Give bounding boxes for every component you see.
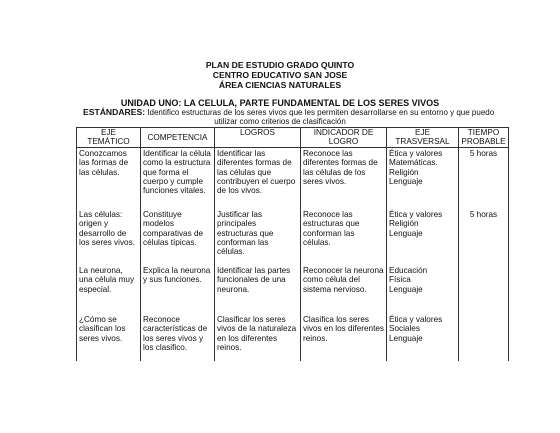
cell-logros: Identificar las diferentes formas de las células que contribuyen el cuerpo de los vivos. (215, 148, 301, 210)
cell-indicador: Clasifica los seres vivos en los diferentes reinos. (301, 314, 387, 361)
study-plan-table (76, 127, 509, 361)
header-competencia: COMPETENCIA (141, 128, 215, 148)
cell-indicador: Reconoce las diferentes formas de las células de los seres vivos. (301, 148, 387, 210)
standards-text: Identifico estructuras de los seres vivos que les permiten desarrollarse en su entorno y que puedo (145, 108, 495, 117)
standards-text-continued: utilizar como criterios de clasificación (214, 117, 346, 126)
cell-competencia: Explica la neurona y sus funciones. (141, 265, 215, 314)
unit-title: UNIDAD UNO: LA CELULA, PARTE FUNDAMENTAL DE LOS SERES VIVOS (120, 98, 440, 108)
header-indicador: INDICADOR DE LOGRO (301, 128, 387, 148)
cell-logros: Justificar las principales estructuras que conforman las células. (215, 209, 301, 265)
cell-tiempo: 5 horas (459, 209, 509, 265)
table-row (77, 265, 509, 314)
subject-area: ÁREA CIENCIAS NATURALES (218, 80, 342, 90)
cell-eje: Las células: origen y desarrollo de los seres vivos. (77, 209, 141, 265)
table-row (77, 148, 509, 210)
table-row (77, 314, 509, 361)
document-title: PLAN DE ESTUDIO GRADO QUINTO (205, 60, 355, 70)
table-header-row (77, 128, 509, 148)
cell-indicador: Reconoce las estructuras que conforman las células. (301, 209, 387, 265)
header-eje-trasversal: EJE TRASVERSAL (387, 128, 459, 148)
standards-line (83, 108, 503, 117)
cell-competencia: Constituye modelos comparativas de células típicas. (141, 209, 215, 265)
table-row (77, 209, 509, 265)
cell-logros: Clasificar los seres vivos de la naturaleza en los diferentes reinos. (215, 314, 301, 361)
cell-trasversal: Ética y valores Religión Lenguaje (387, 209, 459, 265)
cell-logros: Identificar las partes funcionales de una neurona. (215, 265, 301, 314)
header-tiempo: TIEMPO PROBABLE (459, 128, 509, 148)
cell-tiempo (459, 314, 509, 361)
cell-trasversal: Educación Física Lenguaje (387, 265, 459, 314)
cell-eje: La neurona, una célula muy especial. (77, 265, 141, 314)
cell-tiempo: 5 horas (459, 148, 509, 210)
cell-trasversal: Ética y valores Sociales Lenguaje (387, 314, 459, 361)
header-eje-tematico: EJE TEMÁTICO (77, 128, 141, 148)
cell-eje: ¿Cómo se clasifican los seres vivos. (77, 314, 141, 361)
cell-competencia: Reconoce características de los seres vivos y los clasifico. (141, 314, 215, 361)
cell-competencia: Identificar la célula como la estructura que forma el cuerpo y cumple funciones vitales. (141, 148, 215, 210)
cell-eje: Conozcamos las formas de las células. (77, 148, 141, 210)
header-logros: LOGROS (215, 128, 301, 148)
school-name: CENTRO EDUCATIVO SAN JOSE (212, 70, 348, 80)
cell-indicador: Reconocer la neurona como célula del sistema nervioso. (301, 265, 387, 314)
standards-label: ESTÁNDARES: (83, 107, 146, 117)
cell-tiempo (459, 265, 509, 314)
cell-trasversal: Ética y valores Matemáticas. Religión Lenguaje (387, 148, 459, 210)
